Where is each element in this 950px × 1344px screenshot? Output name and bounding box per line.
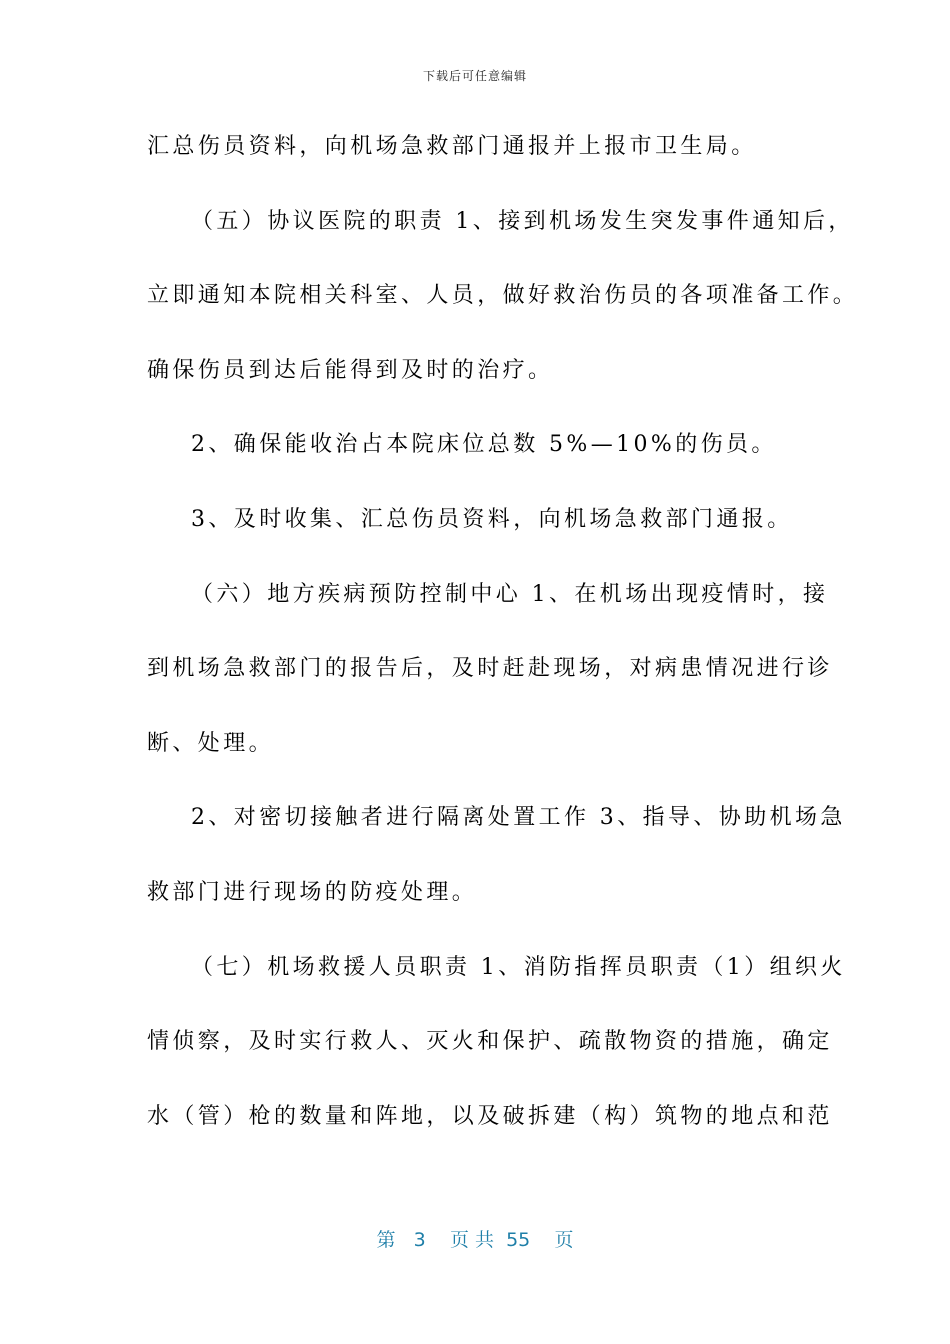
paragraph-line: 情侦察，及时实行救人、灭火和保护、疏散物资的措施，确定 (147, 1029, 833, 1055)
current-page-number: 3 (413, 1229, 426, 1251)
paragraph-line: 2、对密切接触者进行隔离处置工作 3、指导、协助机场急 (191, 805, 846, 831)
paragraph-line: 水（管）枪的数量和阵地，以及破拆建（构）筑物的地点和范 (147, 1103, 833, 1129)
footer-middle: 页 共 (449, 1229, 494, 1251)
paragraph-line: 救部门进行现场的防疫处理。 (147, 879, 478, 905)
paragraph-line: 3、及时收集、汇总伤员资料，向机场急救部门通报。 (191, 506, 793, 532)
paragraph-line: （五）协议医院的职责 1、接到机场发生突发事件通知后， (191, 208, 854, 234)
paragraph-line: （六）地方疾病预防控制中心 1、在机场出现疫情时，接 (191, 581, 829, 607)
header-note: 下载后可任意编辑 (422, 69, 527, 83)
paragraph-line: 断、处理。 (147, 730, 275, 756)
total-pages-number: 55 (506, 1229, 531, 1251)
footer-prefix: 第 (376, 1229, 396, 1251)
paragraph-line: 2、确保能收治占本院床位总数 5%—10%的伤员。 (191, 432, 777, 458)
paragraph-line: 立即通知本院相关科室、人员，做好救治伤员的各项准备工作。 (147, 283, 859, 309)
document-body (147, 126, 859, 1170)
paragraph-line: 确保伤员到达后能得到及时的治疗。 (147, 357, 554, 383)
footer-suffix: 页 (554, 1229, 574, 1251)
paragraph-line: （七）机场救援人员职责 1、消防指挥员职责（1）组织火 (191, 954, 846, 980)
paragraph-line: 汇总伤员资料，向机场急救部门通报并上报市卫生局。 (147, 134, 757, 159)
paragraph-line: 到机场急救部门的报告后，及时赶赴现场，对病患情况进行诊 (147, 656, 833, 682)
page-footer (0, 1225, 950, 1252)
